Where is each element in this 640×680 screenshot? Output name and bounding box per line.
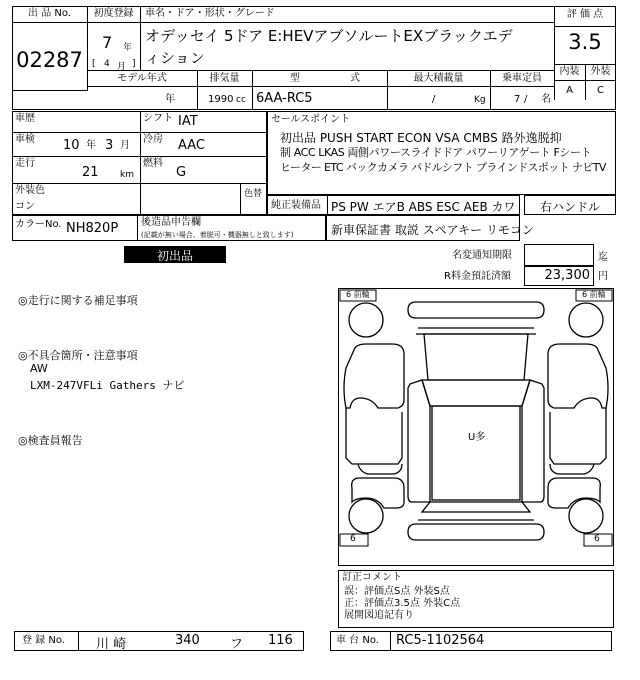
exterior-color-value: コン bbox=[15, 201, 35, 212]
color-no-value: NH820P bbox=[66, 221, 119, 236]
capacity-sep: / bbox=[524, 94, 528, 105]
model-year-unit: 年 bbox=[165, 94, 175, 105]
first-reg-label: 初度登録 bbox=[93, 8, 134, 19]
wheel-front-left bbox=[349, 303, 383, 337]
sales-point-line2: 制 ACC LKAS 両側パワースライドドア パワーリアゲート Fシート bbox=[280, 146, 592, 159]
recycle-unit: 円 bbox=[598, 271, 608, 282]
wheel-front-right bbox=[569, 303, 603, 337]
capacity-value: 7 bbox=[514, 94, 521, 105]
aftermarket-label: 後造品申告欄 bbox=[141, 217, 201, 228]
registration-label: 登 録 No. bbox=[22, 635, 65, 646]
driving-remarks-title: ◎走行に関する補足事項 bbox=[18, 294, 138, 307]
model-value: 6AA-RC5 bbox=[256, 91, 313, 106]
wheel-label-tl: 6 前輪 bbox=[346, 290, 370, 299]
month-unit: 月 bbox=[117, 62, 127, 72]
cooler-label: 冷房 bbox=[143, 134, 163, 145]
defects-title: ◎不具合箇所・注意事項 bbox=[18, 349, 138, 362]
model-label: 型 bbox=[290, 73, 300, 84]
name-change-label: 名変通知期限 bbox=[452, 250, 512, 261]
inspector-title: ◎検査員報告 bbox=[18, 434, 83, 447]
first-reg-year: 7 bbox=[102, 33, 113, 52]
color-change-label: 色替 bbox=[244, 189, 263, 199]
load-sep: / bbox=[432, 94, 436, 105]
wheel-label-bl: 6 bbox=[350, 534, 356, 544]
roof bbox=[432, 406, 520, 500]
correction-title: 訂正コメント bbox=[342, 572, 402, 583]
wheel-rear-left bbox=[349, 499, 383, 533]
handle-value: 右ハンドル bbox=[539, 200, 600, 214]
inspection-year: 10 bbox=[63, 138, 80, 153]
color-no-label: カラーNo. bbox=[15, 219, 62, 230]
interior-label: 内装 bbox=[559, 66, 580, 77]
chassis-value: RC5-1102564 bbox=[396, 633, 485, 648]
first-listing-text: 初出品 bbox=[156, 249, 193, 263]
exterior-color-label: 外装色 bbox=[15, 185, 45, 196]
recycle-value: 23,300 bbox=[544, 268, 590, 283]
inspection-label: 車検 bbox=[15, 134, 35, 145]
month-open: [ bbox=[92, 59, 96, 69]
displacement-unit: cc bbox=[236, 95, 246, 105]
shift-value: IAT bbox=[178, 114, 198, 129]
wheel-rear-right bbox=[569, 499, 603, 533]
vehicle-diagram bbox=[338, 288, 614, 566]
mileage-value: 21 bbox=[82, 165, 99, 180]
equipment-items: PS PW エアB ABS ESC AEB カワ bbox=[331, 200, 516, 214]
correction-line2: 正：評価点3.5点 外装C点 bbox=[344, 598, 461, 609]
recycle-label: R料金預託済額 bbox=[444, 271, 511, 282]
inspection-year-unit: 年 bbox=[86, 140, 96, 151]
rating-value: 3.5 bbox=[568, 30, 602, 54]
damage-mark: U多 bbox=[468, 432, 486, 443]
chassis-label: 車 台 No. bbox=[336, 635, 379, 646]
rear-window bbox=[422, 502, 530, 512]
exterior-grade: C bbox=[597, 85, 604, 96]
month-close: ] bbox=[132, 59, 136, 69]
sales-point-line1: 初出品 PUSH START ECON VSA CMBS 路外逸脱抑 bbox=[280, 131, 562, 145]
name-label: 車名・ドア・形状・グレード bbox=[145, 8, 275, 19]
rating-label: 評 価 点 bbox=[566, 9, 604, 20]
capacity-unit: 名 bbox=[541, 94, 551, 105]
displacement-value: 1990 bbox=[208, 94, 234, 105]
registration-area: 川 崎 bbox=[96, 637, 127, 652]
wheel-label-br: 6 bbox=[594, 534, 600, 544]
right-side bbox=[548, 344, 608, 408]
name-change-unit: 迄 bbox=[598, 252, 608, 263]
registration-kana: フ bbox=[230, 637, 244, 652]
correction-line1: 誤：評価点S点 外装S点 bbox=[344, 586, 450, 597]
shift-label: シフト bbox=[143, 113, 173, 124]
fuel-value: G bbox=[176, 165, 187, 180]
equipment-label: 純正装備品 bbox=[271, 200, 321, 211]
sales-points-label: セールスポイント bbox=[271, 114, 351, 125]
fuel-label: 燃料 bbox=[143, 158, 163, 169]
aftermarket-note: (記載が無い場合、着脱可・機器無しと致します) bbox=[141, 231, 294, 239]
history-label: 車歴 bbox=[15, 113, 35, 124]
inspection-month: 3 bbox=[105, 138, 114, 153]
front-bumper bbox=[408, 302, 544, 318]
year-unit: 年 bbox=[123, 43, 133, 53]
rear-bumper bbox=[408, 524, 544, 540]
mileage-label: 走行 bbox=[15, 158, 35, 169]
mileage-unit: km bbox=[120, 170, 134, 180]
correction-line3: 展開図追記有り bbox=[344, 610, 414, 621]
defect-line1: AW bbox=[30, 362, 48, 375]
inspection-month-unit: 月 bbox=[120, 140, 130, 151]
warranty-value: 新車保証書 取説 スペアキー リモコン bbox=[331, 223, 534, 237]
sales-point-line3: ヒーター ETC バックカメラ パドルシフト ブラインドスポット ナビTV bbox=[280, 161, 606, 174]
exterior-label: 外装 bbox=[590, 66, 611, 77]
lot-label: 出 品 No. bbox=[28, 8, 71, 19]
lot-number: 02287 bbox=[16, 48, 83, 72]
interior-grade: A bbox=[566, 85, 573, 96]
windshield bbox=[422, 380, 530, 406]
cooler-value: AAC bbox=[178, 138, 205, 153]
registration-number: 116 bbox=[268, 633, 293, 648]
car-name-line1: オデッセイ 5ドア E:HEVアブソルートEXブラックエデ bbox=[145, 27, 513, 45]
defect-line2: LXM-247VFLi Gathers ナビ bbox=[30, 379, 185, 392]
hood bbox=[424, 334, 528, 380]
wheel-label-tr: 6 前輪 bbox=[582, 290, 606, 299]
registration-class: 340 bbox=[175, 633, 200, 648]
name-change-box bbox=[524, 244, 594, 266]
model-year-label: モデル年式 bbox=[117, 73, 167, 84]
car-name-line2: ィション bbox=[145, 49, 205, 67]
left-side bbox=[344, 344, 404, 408]
model-label-2: 式 bbox=[350, 73, 360, 84]
first-reg-month: 4 bbox=[104, 59, 110, 69]
load-unit: Kg bbox=[474, 95, 486, 105]
displacement-label: 排気量 bbox=[209, 73, 240, 84]
load-label: 最大積載量 bbox=[413, 73, 464, 84]
capacity-label: 乗車定員 bbox=[502, 73, 542, 84]
